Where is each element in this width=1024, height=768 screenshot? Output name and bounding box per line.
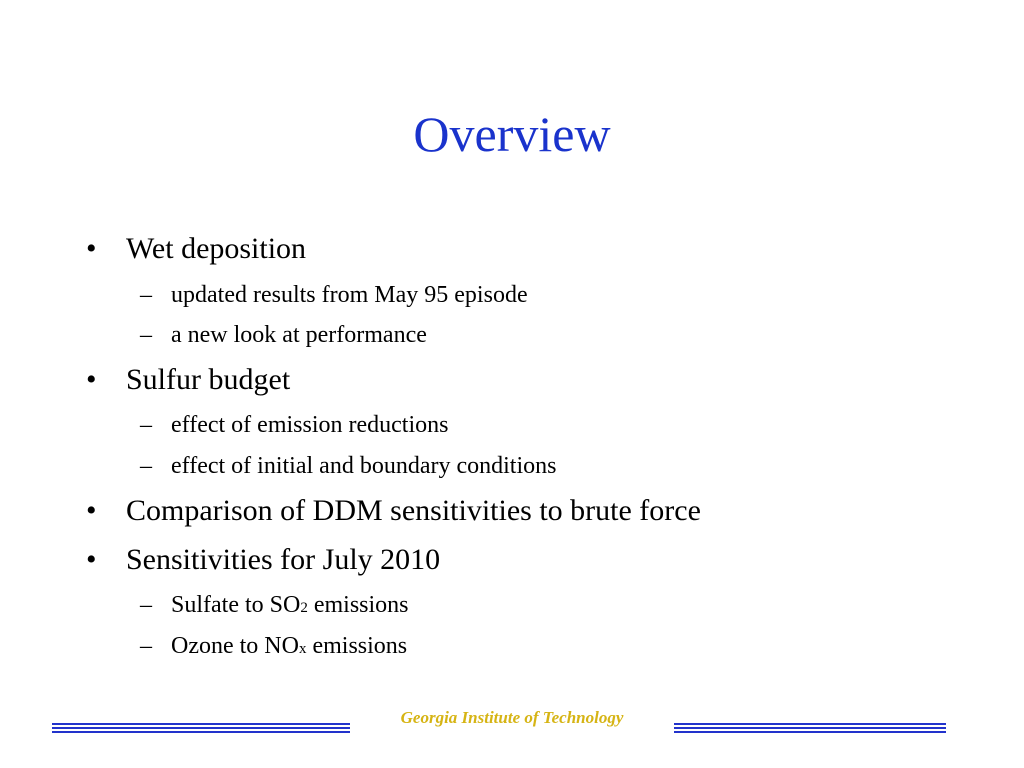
bullet-marker: • [86, 543, 97, 576]
bullet-marker: • [86, 363, 97, 396]
sub-bullet-marker: – [140, 633, 152, 659]
sub-bullet-text: effect of emission reductions [171, 412, 449, 438]
text-before: Sulfate to SO [171, 592, 301, 618]
text-after: emissions [307, 592, 409, 618]
slide-title: Overview [413, 106, 611, 162]
slide-footer [0, 705, 1024, 735]
bullet-marker: • [86, 232, 97, 265]
subscript: x [298, 641, 307, 657]
bullet-text: Comparison of DDM sensitivities to brute force [126, 494, 701, 527]
sub-bullet-marker: – [140, 453, 152, 479]
footer-rule-right [674, 723, 946, 733]
sub-bullet-text [171, 632, 407, 663]
bullet-text: Sensitivities for July 2010 [126, 543, 441, 576]
footer-rule-left [52, 723, 350, 733]
bullet-text: Sulfur budget [126, 363, 291, 396]
text-after: emissions [306, 633, 408, 659]
sub-bullet-marker: – [140, 322, 152, 348]
sub-bullet-marker: – [140, 592, 152, 618]
sub-bullet-marker: – [140, 412, 152, 438]
sub-bullet-text: effect of initial and boundary conditions [171, 453, 557, 479]
bullet-marker: • [86, 494, 97, 527]
bullet-text: Wet deposition [126, 232, 307, 265]
sub-bullet-text [171, 591, 409, 622]
subscript: 2 [300, 600, 308, 616]
text-before: Ozone to NO [171, 633, 299, 659]
sub-bullet-text: updated results from May 95 episode [171, 282, 528, 308]
sub-bullet-marker: – [140, 282, 152, 308]
sub-bullet-text: a new look at performance [171, 322, 427, 348]
footer-text: Georgia Institute of Technology [400, 708, 624, 727]
